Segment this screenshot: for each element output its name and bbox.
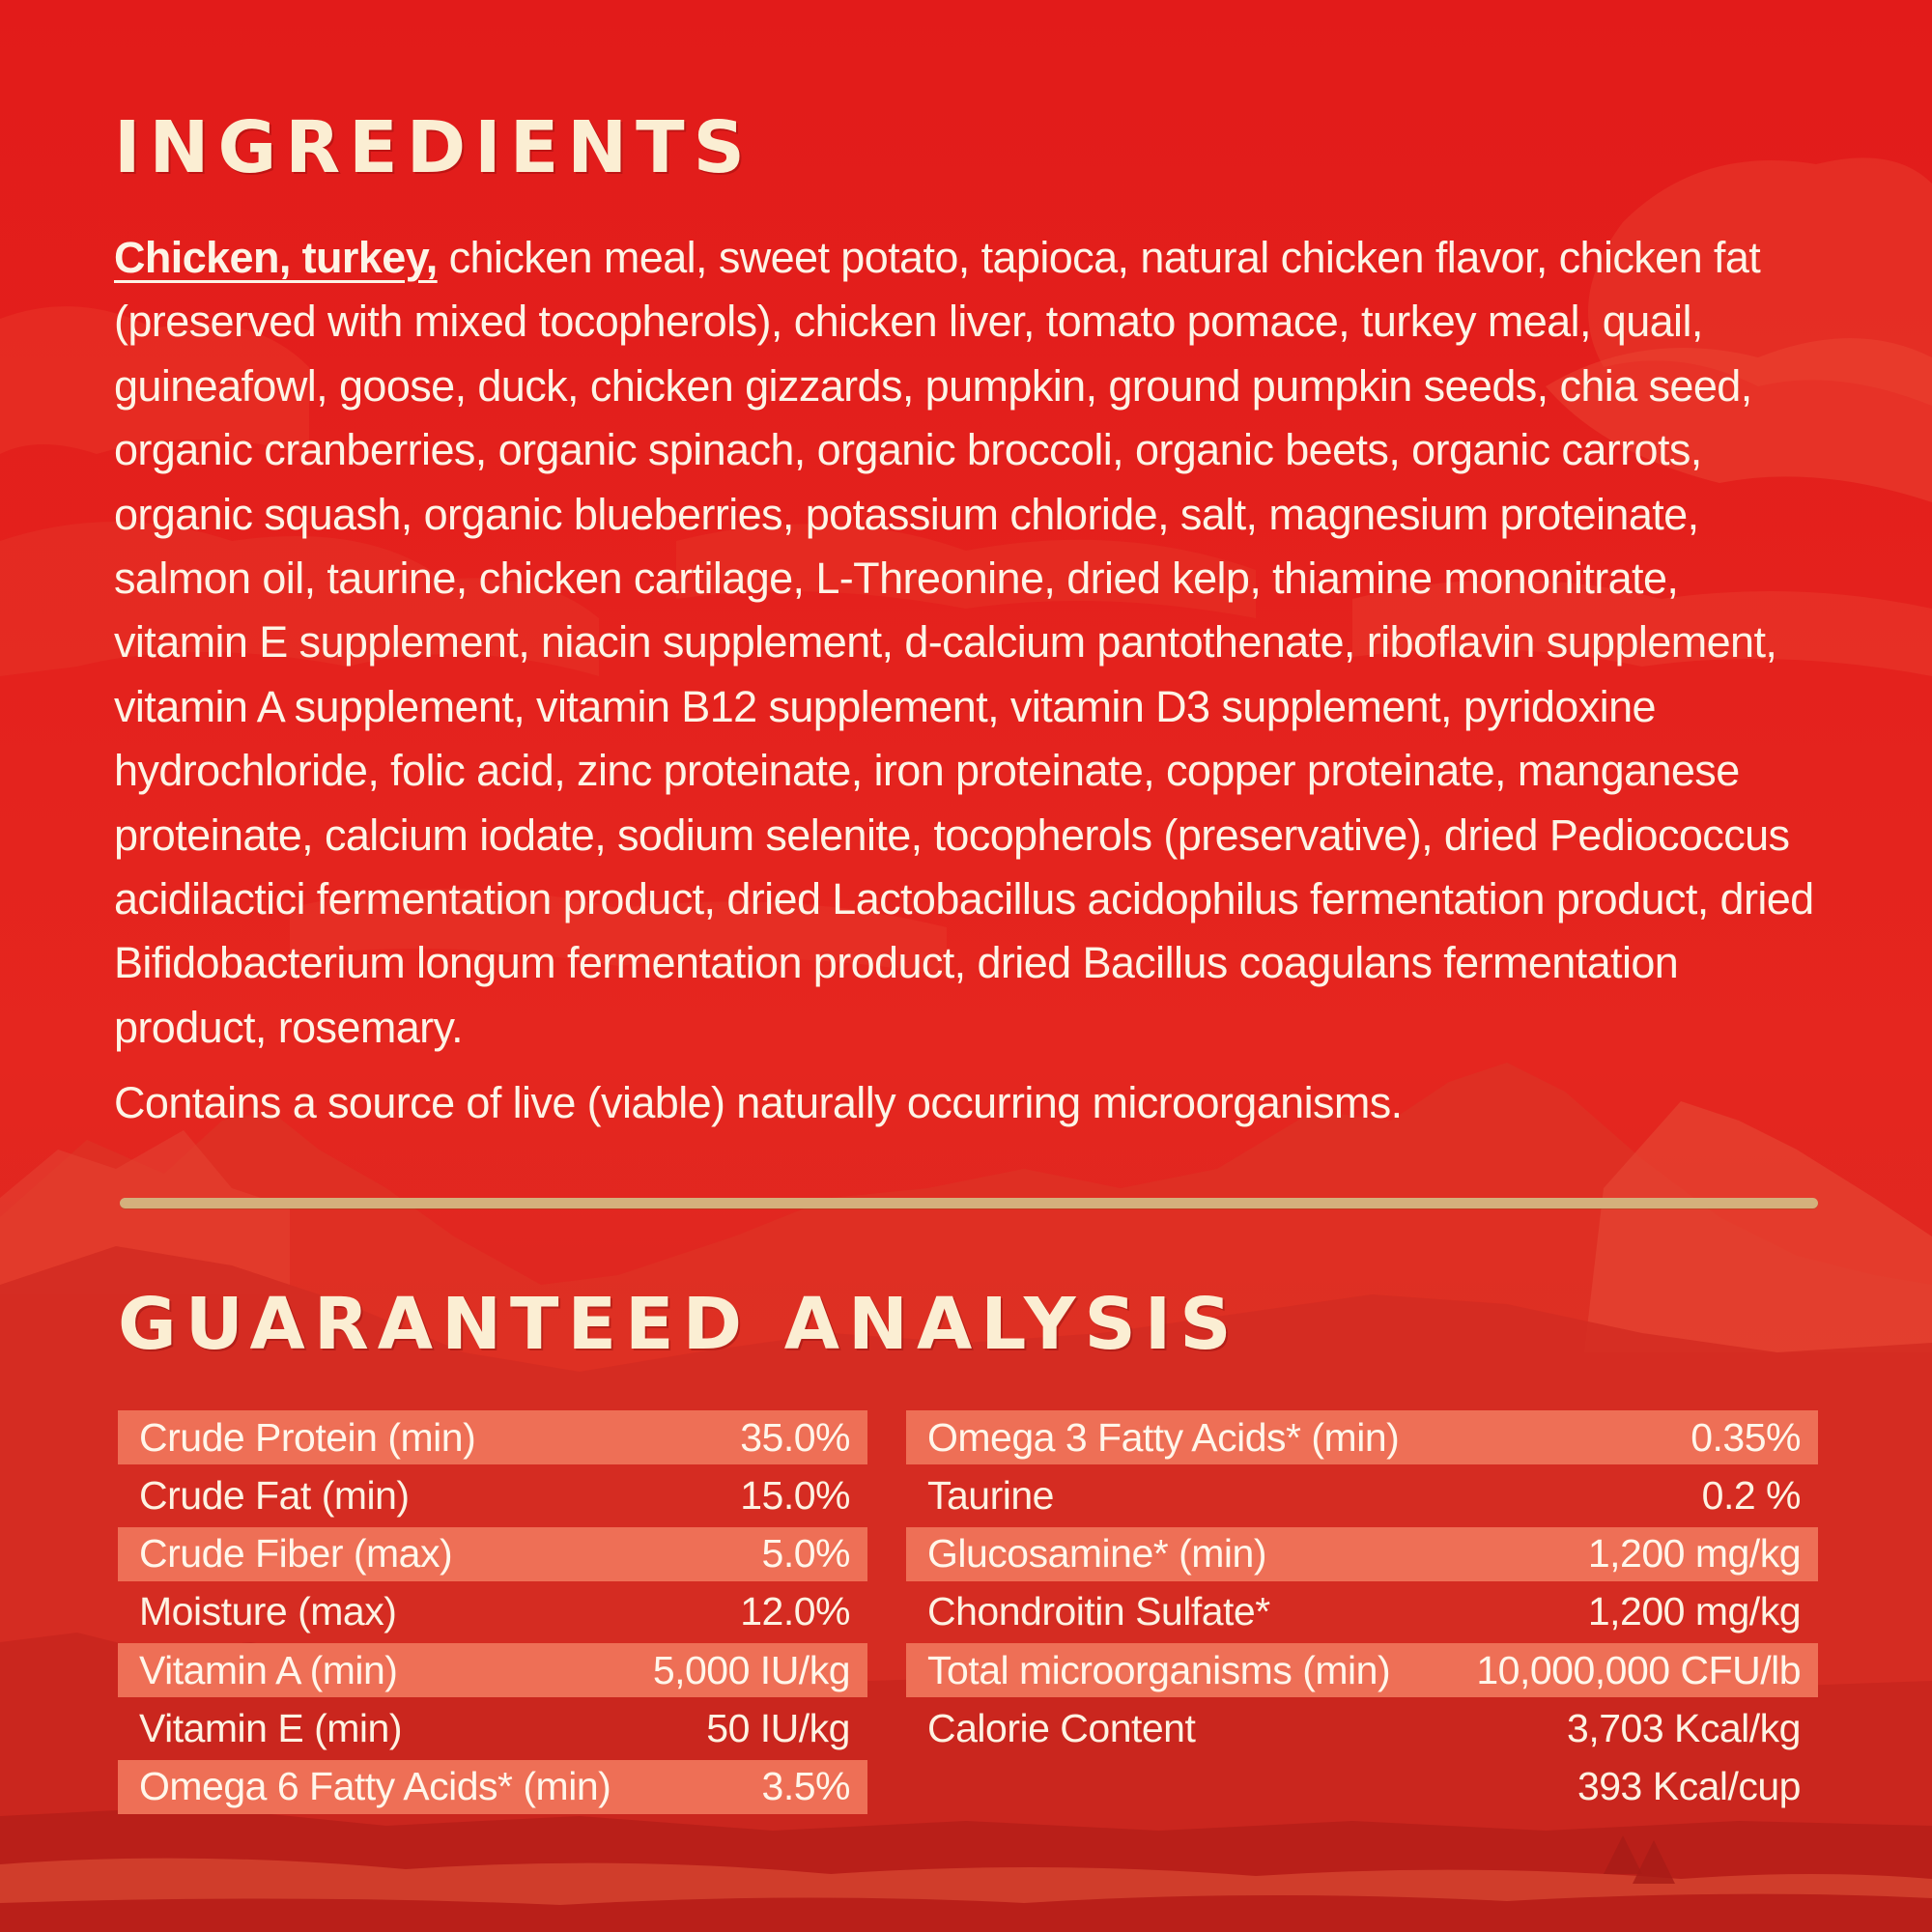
section-divider: [120, 1198, 1818, 1208]
guaranteed-analysis-heading: GUARANTEED ANALYSIS: [118, 1283, 1240, 1366]
row-label: Glucosamine* (min): [927, 1531, 1266, 1577]
analysis-table-right: [906, 1410, 1818, 1818]
table-row: [118, 1760, 867, 1814]
row-label: Vitamin A (min): [139, 1647, 398, 1692]
table-row: [906, 1527, 1818, 1581]
table-row: [906, 1468, 1818, 1522]
row-value: 1,200 mg/kg: [1587, 1531, 1801, 1577]
row-label: Taurine: [927, 1472, 1054, 1518]
table-row: [118, 1585, 867, 1639]
row-value: 50 IU/kg: [706, 1705, 850, 1750]
row-value: 3.5%: [761, 1764, 850, 1809]
analysis-table-left: [118, 1410, 867, 1818]
row-value: 0.35%: [1690, 1414, 1801, 1460]
row-value: 393 Kcal/cup: [1577, 1764, 1801, 1809]
row-value: 3,703 Kcal/kg: [1567, 1705, 1801, 1750]
row-label: Chondroitin Sulfate*: [927, 1589, 1270, 1634]
row-label: Total microorganisms (min): [927, 1647, 1391, 1692]
row-value: 12.0%: [740, 1589, 850, 1634]
ingredients-list: [114, 226, 1814, 1060]
row-label: Calorie Content: [927, 1705, 1196, 1750]
row-value: 10,000,000 CFU/lb: [1476, 1647, 1801, 1692]
table-row: [118, 1527, 867, 1581]
ingredients-lead: Chicken, turkey,: [114, 233, 438, 282]
row-label: Vitamin E (min): [139, 1705, 402, 1750]
microorganisms-note: Contains a source of live (viable) naturally occurring microorganisms.: [114, 1078, 1403, 1127]
table-row: [118, 1410, 867, 1464]
row-label: Crude Fat (min): [139, 1472, 410, 1518]
row-label: Omega 6 Fatty Acids* (min): [139, 1764, 611, 1809]
row-value: 0.2 %: [1701, 1472, 1801, 1518]
row-value: 5.0%: [761, 1531, 850, 1577]
table-row: [118, 1643, 867, 1697]
row-value: 15.0%: [740, 1472, 850, 1518]
row-value: 5,000 IU/kg: [652, 1647, 850, 1692]
table-row: [118, 1701, 867, 1755]
table-row: [118, 1468, 867, 1522]
row-value: 35.0%: [740, 1414, 850, 1460]
row-label: Omega 3 Fatty Acids* (min): [927, 1414, 1400, 1460]
table-row: [906, 1585, 1818, 1639]
row-label: Crude Protein (min): [139, 1414, 476, 1460]
row-label: Moisture (max): [139, 1589, 397, 1634]
ingredients-heading: INGREDIENTS: [114, 106, 753, 189]
table-row: [906, 1643, 1818, 1697]
ingredients-text: chicken meal, sweet potato, tapioca, natural chicken flavor, chicken fat (preserved with mixed tocopherols), chicken liver, tomato pomace, turkey meal, quail, guineafowl, goose, duck, chicken gizzards, pumpkin, ground pumpkin seeds, chia seed, organic cranberries, organic spinach, organic broccoli, organic beets, organic carrots, organic squash, organic blueberries, potassium chloride, salt, magnesium proteinate, salmon oil, taurine, chicken cartilage, L-Threonine, dried kelp, thiamine mononitrate, vitamin E supplement, niacin supplement, d-calcium pantothenate, riboflavin supplement, vitamin A supplement, vitamin B12 supplement, vitamin D3 supplement, pyridoxine hydrochloride, folic acid, zinc proteinate, iron proteinate, copper proteinate, manganese proteinate, calcium iodate, sodium selenite, tocopherols (preservative), dried Pediococcus acidilactici fermentation product, dried Lactobacillus acidophilus fermentation product, dried Bifidobacterium longum fermentation product, dried Bacillus coagulans fermentation product, rosemary.: [114, 233, 1814, 1052]
table-row: [906, 1760, 1818, 1814]
table-row: [906, 1410, 1818, 1464]
row-label: Crude Fiber (max): [139, 1531, 453, 1577]
table-row: [906, 1701, 1818, 1755]
row-value: 1,200 mg/kg: [1587, 1589, 1801, 1634]
